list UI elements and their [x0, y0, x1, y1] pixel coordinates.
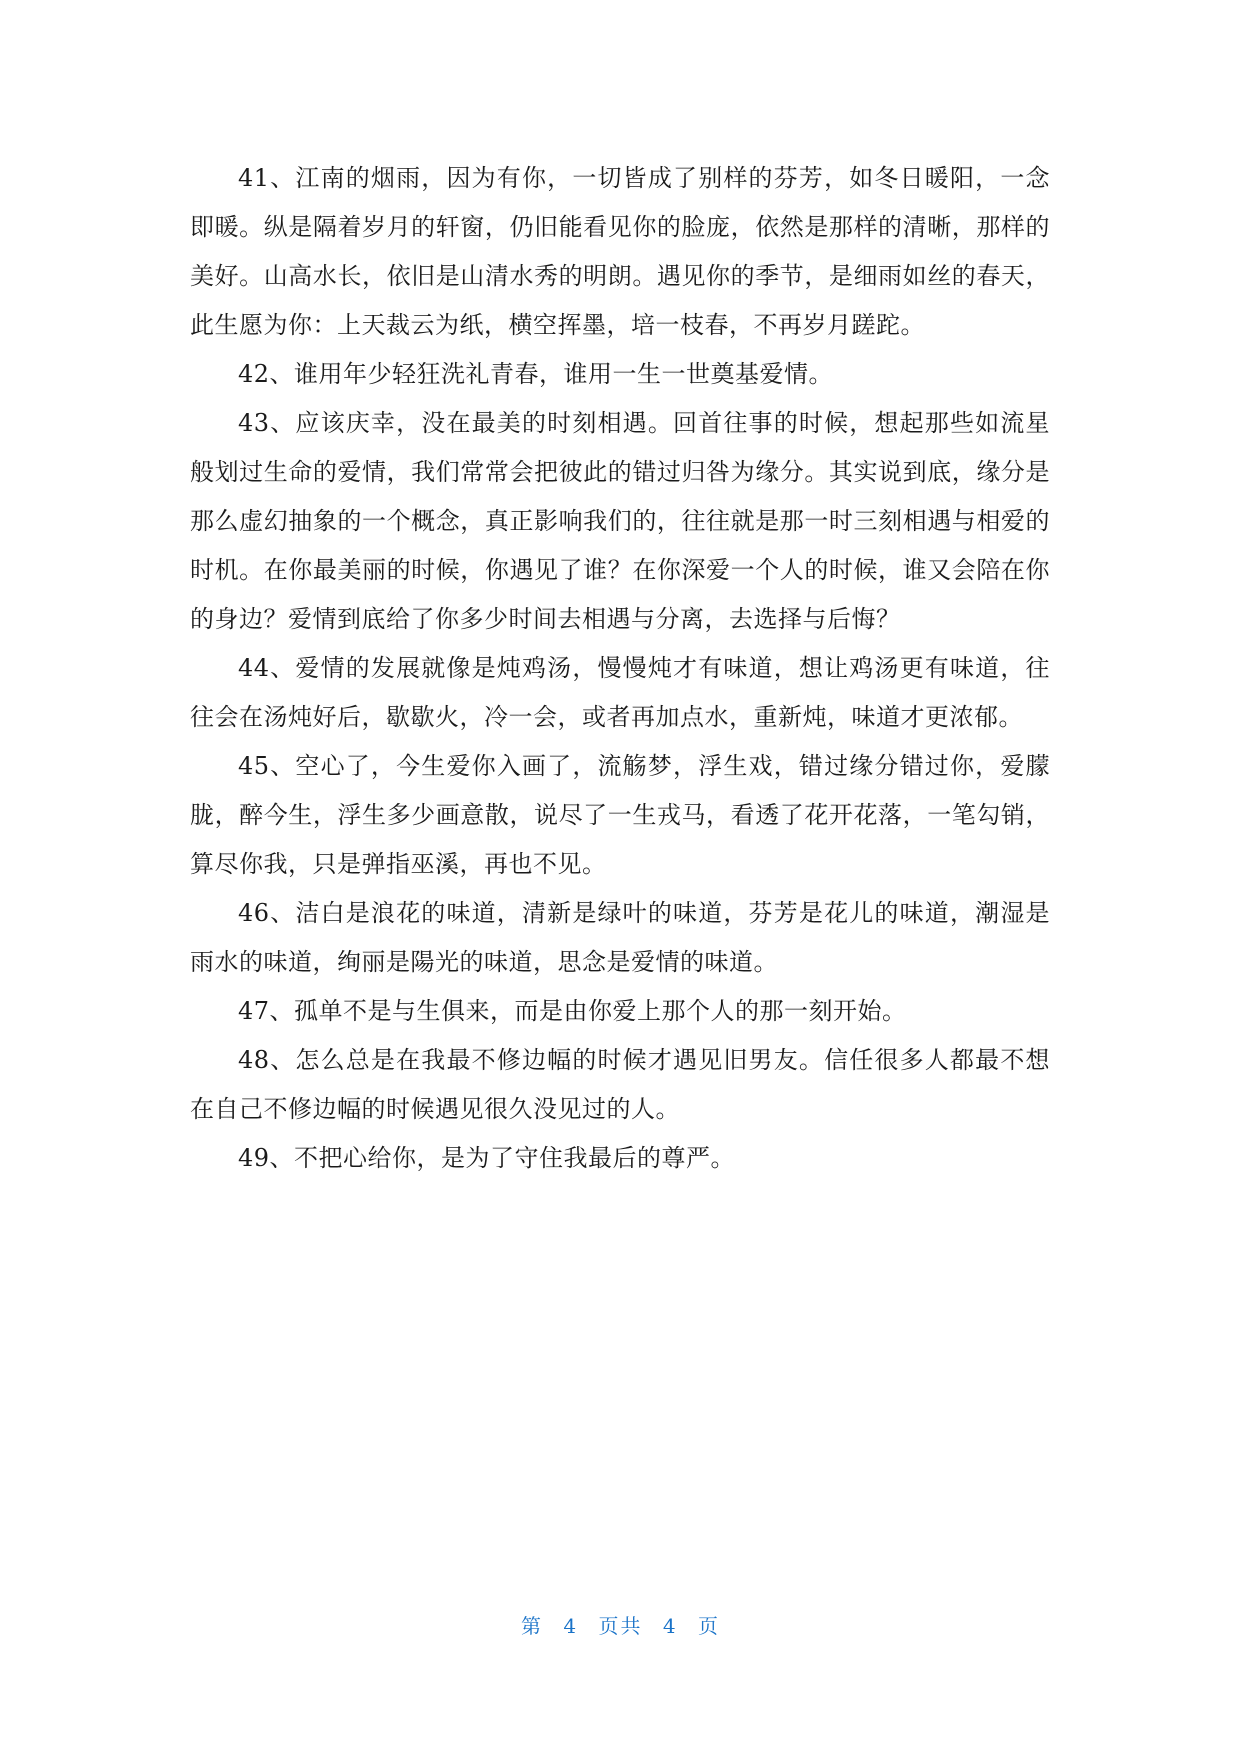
- paragraph-45: 45、空心了，今生爱你入画了，流觞梦，浮生戏，错过缘分错过你，爱朦胧，醉今生，浮生多少画意散，说尽了一生戎马，看透了花开花落，一笔勾销，算尽你我，只是弹指巫溪，再也不见。: [190, 752, 1050, 878]
- footer-prefix: 第: [521, 1614, 544, 1638]
- paragraph-48: 48、怎么总是在我最不修边幅的时候才遇见旧男友。信任很多人都最不想在自己不修边幅的时候遇见很久没见过的人。: [190, 1046, 1050, 1123]
- paragraph-49: 49、不把心给你，是为了守住我最后的尊严。: [238, 1144, 736, 1172]
- paragraph-43: 43、应该庆幸，没在最美的时刻相遇。回首往事的时候，想起那些如流星般划过生命的爱情，我们常常会把彼此的错过归咎为缘分。其实说到底，缘分是那么虚幻抽象的一个概念，真正影响我们的，往往就是那一时三刻相遇与相爱的时机。在你最美丽的时候，你遇见了谁？在你深爱一个人的时候，谁又会陪在你的身边？爱情到底给了你多少时间去相遇与分离，去选择与后悔？: [190, 409, 1050, 633]
- paragraph-41: 41、江南的烟雨，因为有你，一切皆成了别样的芬芳，如冬日暖阳，一念即暖。纵是隔着岁月的轩窗，仍旧能看见你的脸庞，依然是那样的清晰，那样的美好。山高水长，依旧是山清水秀的明朗。遇见你的季节，是细雨如丝的春天，此生愿为你：上天裁云为纸，横空挥墨，培一枝春，不再岁月蹉跎。: [190, 164, 1050, 339]
- document-body: [190, 154, 1050, 1183]
- footer-total-pages: 4: [662, 1614, 678, 1638]
- page-footer: [0, 1610, 1241, 1639]
- footer-middle: 页共: [598, 1614, 643, 1638]
- paragraph-47: 47、孤单不是与生俱来，而是由你爱上那个人的那一刻开始。: [238, 997, 907, 1025]
- paragraph-46: 46、洁白是浪花的味道，清新是绿叶的味道，芬芳是花儿的味道，潮湿是雨水的味道，绚丽是陽光的味道，思念是爱情的味道。: [190, 899, 1050, 976]
- footer-suffix: 页: [697, 1614, 720, 1638]
- paragraph-42: 42、谁用年少轻狂洗礼青春，谁用一生一世奠基爱情。: [238, 360, 834, 388]
- footer-current-page: 4: [563, 1614, 579, 1638]
- paragraph-44: 44、爱情的发展就像是炖鸡汤，慢慢炖才有味道，想让鸡汤更有味道，往往会在汤炖好后，歇歇火，冷一会，或者再加点水，重新炖，味道才更浓郁。: [190, 654, 1050, 731]
